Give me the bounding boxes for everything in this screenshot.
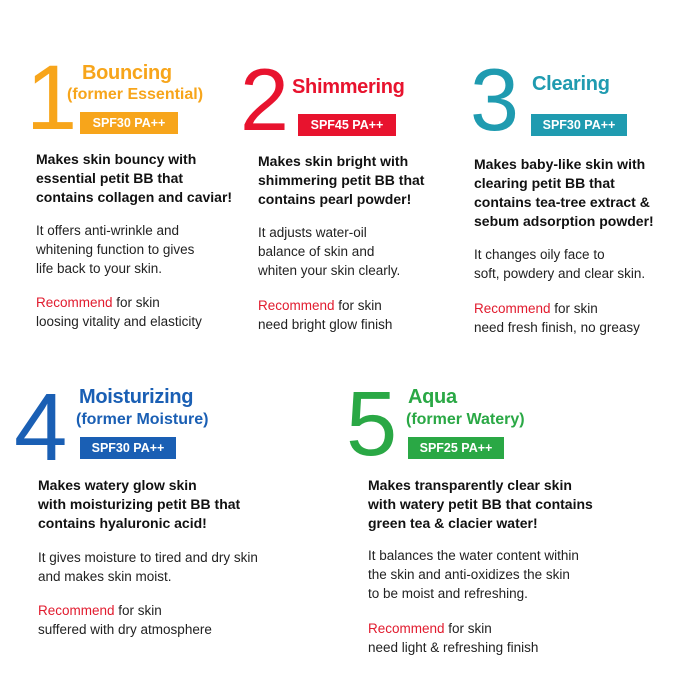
recommendation: Recommend for skin loosing vitality and elasticity (36, 295, 202, 329)
spf-badge: SPF30 PA++ (531, 114, 627, 136)
recommendation: Recommend for skin suffered with dry atmosphere (38, 603, 212, 637)
product-number: 3 (470, 50, 519, 149)
recommendation: Recommend for skin need light & refreshing finish (368, 621, 539, 655)
product-name: Shimmering (292, 76, 405, 98)
product-headline: Makes skin bright with shimmering petit BB that contains pearl powder! (258, 153, 425, 207)
product-former-name: (former Essential) (67, 86, 204, 103)
product-former-name: (former Moisture) (76, 411, 209, 428)
product-description: It gives moisture to tired and dry skin and makes skin moist. (38, 550, 258, 584)
product-headline: Makes baby-like skin with clearing petit BB that contains tea-tree extract & sebum adsorption powder! (474, 156, 654, 229)
product-number: 1 (26, 47, 78, 149)
product-name: Bouncing (82, 62, 172, 84)
spf-badge: SPF45 PA++ (298, 114, 396, 136)
product-former-name: (former Watery) (406, 411, 525, 428)
product-number: 4 (14, 374, 68, 481)
product-number: 2 (240, 50, 289, 149)
product-description: It offers anti-wrinkle and whitening function to gives life back to your skin. (36, 223, 195, 276)
product-description: It balances the water content within the skin and anti-oxidizes the skin to be moist and refreshing. (368, 548, 579, 601)
product-description: It adjusts water-oil balance of skin and whiten your skin clearly. (258, 225, 401, 278)
product-number: 5 (346, 373, 398, 475)
product-name: Moisturizing (79, 386, 194, 408)
recommendation: Recommend for skin need bright glow finish (258, 298, 393, 332)
product-headline: Makes watery glow skin with moisturizing petit BB that contains hyaluronic acid! (38, 477, 241, 531)
product-headline: Makes transparently clear skin with watery petit BB that contains green tea & clacier water! (368, 477, 593, 531)
spf-badge: SPF30 PA++ (80, 437, 176, 459)
spf-badge: SPF25 PA++ (408, 437, 504, 459)
product-name: Aqua (408, 386, 457, 408)
spf-badge: SPF30 PA++ (80, 112, 178, 134)
product-name: Clearing (532, 73, 610, 95)
product-description: It changes oily face to soft, powdery and clear skin. (474, 247, 646, 281)
recommendation: Recommend for skin need fresh finish, no greasy (474, 301, 640, 335)
product-headline: Makes skin bouncy with essential petit BB that contains collagen and caviar! (36, 151, 233, 205)
